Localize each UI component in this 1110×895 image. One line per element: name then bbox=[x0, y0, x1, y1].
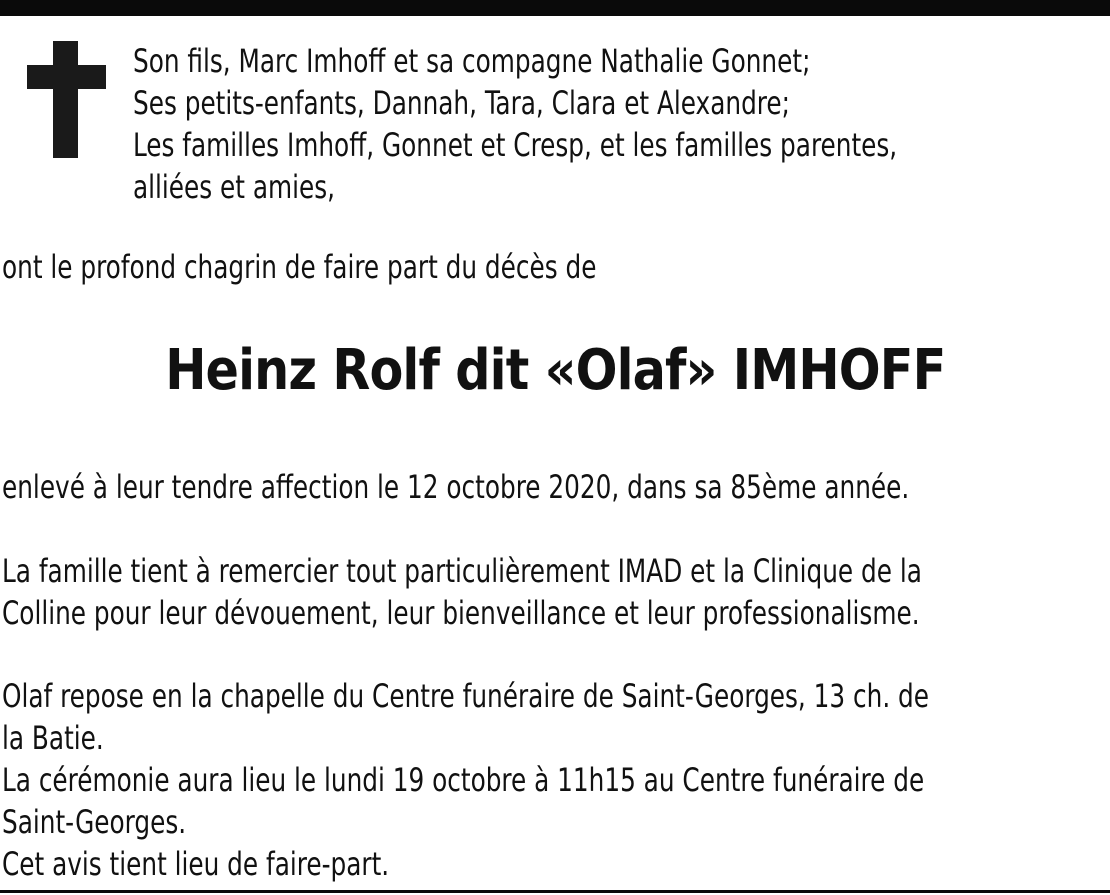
thanks-paragraph bbox=[2, 550, 1110, 634]
family-list bbox=[133, 40, 1093, 208]
bottom-border-rule bbox=[0, 890, 1110, 893]
family-line-son: Son fils, Marc Imhoff et sa compagne Nathalie Gonnet; bbox=[133, 42, 811, 80]
ceremony-line-2: la Batie. bbox=[2, 719, 104, 757]
ceremony-line-5: Cet avis tient lieu de faire-part. bbox=[2, 845, 390, 883]
family-line-grandchildren: Ses petits-enfants, Dannah, Tara, Clara et Alexandre; bbox=[133, 84, 790, 122]
intro-text bbox=[2, 246, 693, 288]
family-line-families: Les familles Imhoff, Gonnet et Cresp, et les familles parentes, bbox=[133, 126, 898, 164]
intro-line: ont le profond chagrin de faire part du décès de bbox=[2, 248, 597, 286]
thanks-line-1: La famille tient à remercier tout particulièrement IMAD et la Clinique de la bbox=[2, 552, 922, 590]
cross-vertical-beam bbox=[53, 41, 78, 158]
death-notice-line: enlevé à leur tendre affection le 12 octobre 2020, dans sa 85ème année. bbox=[2, 468, 910, 506]
thanks-line-2: Colline pour leur dévouement, leur bienveillance et leur professionalisme. bbox=[2, 594, 920, 632]
ceremony-line-3: La cérémonie aura lieu le lundi 19 octobre à 11h15 au Centre funéraire de bbox=[2, 761, 925, 799]
ceremony-line-4: Saint-Georges. bbox=[2, 803, 187, 841]
family-line-allies: alliées et amies, bbox=[133, 168, 336, 206]
ceremony-paragraph bbox=[2, 675, 1110, 885]
cross-horizontal-beam bbox=[27, 65, 106, 89]
deceased-name-text: Heinz Rolf dit «Olaf» IMHOFF bbox=[164, 338, 946, 403]
top-border-bar bbox=[0, 0, 1110, 16]
cross-icon bbox=[27, 41, 106, 158]
ceremony-line-1: Olaf repose en la chapelle du Centre funéraire de Saint-Georges, 13 ch. de bbox=[2, 677, 929, 715]
death-notice-paragraph bbox=[2, 466, 1110, 508]
deceased-name-heading bbox=[0, 333, 1110, 409]
